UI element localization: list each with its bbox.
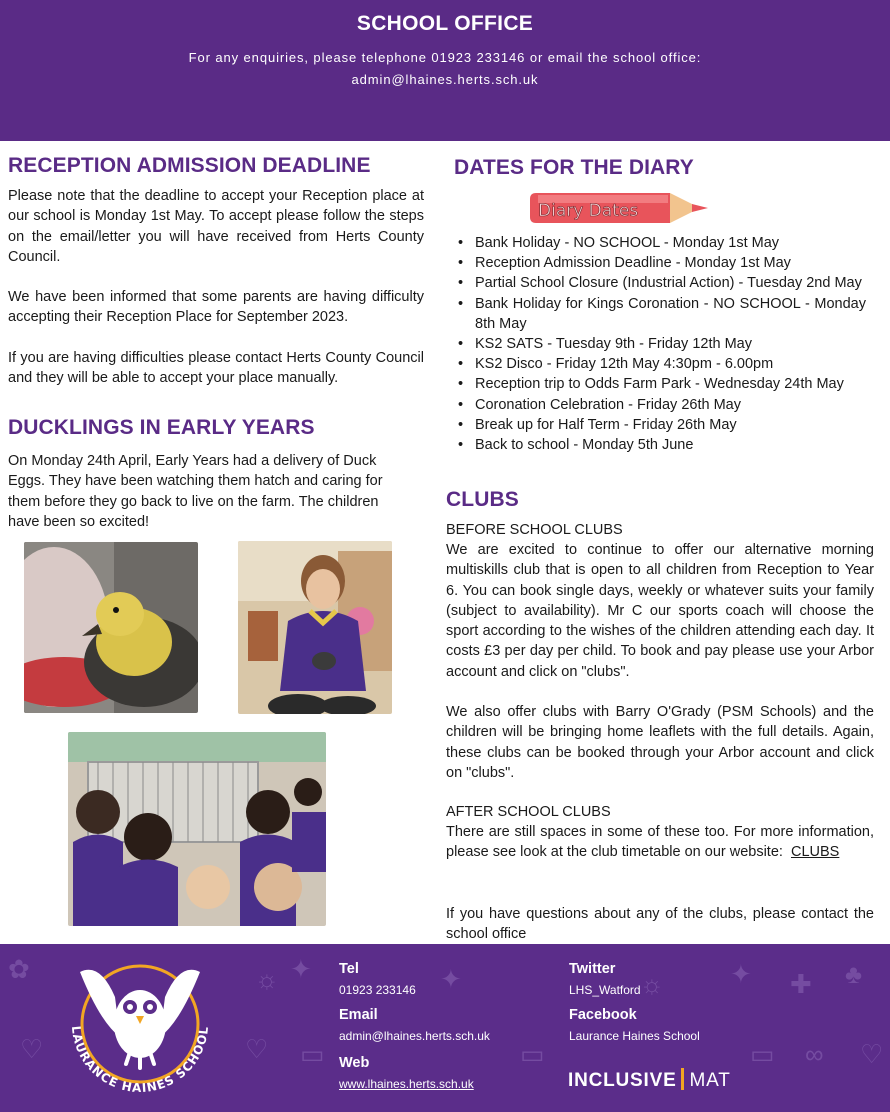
brand-divider [681,1068,684,1090]
tree-doodle-icon: ♣ [845,959,863,989]
book-doodle-icon: ▭ [750,1039,775,1069]
ducklings-heading: DUCKLINGS IN EARLY YEARS [8,416,315,439]
diary-dates-pencil-graphic [530,189,710,227]
heart-doodle-icon: ♡ [860,1039,884,1069]
ducklings-paragraph: On Monday 24th April, Early Years had a delivery of Duck Eggs. They have been watching them hatch and caring for them before they go back to live on the farm. The children have been so excited! [8,453,383,530]
clubs-link[interactable]: CLUBS [791,844,840,861]
school-logo [60,952,220,1102]
before-school-clubs-paragraph-2: We also offer clubs with Barry O'Grady (PSM Schools) and the children will be bringing home leaflets with the full details. Again, these clubs can be booked through your Arbor account and click on "clubs". [446,704,874,781]
heart-doodle-icon: ♡ [245,1034,269,1064]
before-school-clubs-paragraph-1: We are excited to continue to offer our alternative morning multiskills club that is open to all children from Reception to Year 6. You can book single days, weekly or whatever suits your family (subject to availability). Mr C our sports coach will choose the sport according to the wishes of the children attending each day. It costs £3 per day per child. To book and pay please use your Arbor account and click on "clubs". [446,542,874,680]
lightbulb-doodle-icon: ☼ [255,964,279,994]
reception-heading: RECEPTION ADMISSION DEADLINE [8,154,371,177]
bird-doodle-icon: ✦ [290,954,312,984]
facebook-label: Facebook [569,1007,637,1023]
list-item: • Back to school - Monday 5th June [456,435,866,455]
girl-with-duckling-photo [238,541,392,714]
lightbulb-doodle-icon: ☼ [640,969,664,999]
tel-value[interactable]: 01923 233146 [339,983,416,997]
owl-doodle-icon: ✿ [8,954,30,984]
list-item: • KS2 SATS - Tuesday 9th - Friday 12th May [456,334,866,354]
reception-paragraph-2: We have been informed that some parents are having difficulty accepting their Reception Place for September 2023. [8,289,424,326]
bird-doodle-icon: ✦ [730,959,752,989]
after-school-clubs-paragraph [446,822,874,863]
diary-heading: DATES FOR THE DIARY [454,156,694,179]
duckling-photo [24,542,198,713]
bird-doodle-icon: ✦ [440,964,462,994]
clubs-questions-paragraph: If you have questions about any of the clubs, please contact the school office [446,906,874,943]
list-item: • KS2 Disco - Friday 12th May 4:30pm - 6.00pm [456,354,866,374]
book-doodle-icon: ▭ [520,1039,545,1069]
reception-paragraph-3: If you are having difficulties please contact Herts County Council and they will be able to accept your place manually. [8,350,424,387]
brand-light-text: MAT [689,1070,731,1091]
web-label: Web [339,1055,370,1071]
children-at-incubator-photo [68,732,326,926]
email-label: Email [339,1007,378,1023]
after-school-clubs-text: There are still spaces in some of these too. For more information, please see look at the club timetable on our website: [446,824,874,861]
list-item: • Partial School Closure (Industrial Action) - Tuesday 2nd May [456,273,866,293]
list-item: • Bank Holiday - NO SCHOOL - Monday 1st May [456,233,866,253]
facebook-value[interactable]: Laurance Haines School [569,1029,700,1043]
banner-enquiries-text: For any enquiries, please telephone 01923 233146 or email the school office: [188,50,702,65]
list-item: • Reception Admission Deadline - Monday 1st May [456,253,866,273]
logo-school-name: LAURANCE HAINES SCHOOL [68,1025,212,1096]
diary-dates-list [456,233,866,455]
after-school-clubs-title: AFTER SCHOOL CLUBS [446,804,611,820]
reception-paragraph-1: Please note that the deadline to accept your Reception place at our school is Monday 1st May. To accept please follow the steps on the email/letter you will have received from Herts County Council. [8,188,424,265]
twitter-value[interactable]: LHS_Watford [569,983,641,997]
before-school-clubs-title: BEFORE SCHOOL CLUBS [446,522,623,538]
list-item: • Reception trip to Odds Farm Park - Wednesday 24th May [456,374,866,394]
tel-label: Tel [339,961,359,977]
list-item: • Coronation Celebration - Friday 26th May [456,395,866,415]
brand-bold-text: INCLUSIVE [568,1070,677,1091]
twitter-label: Twitter [569,961,616,977]
list-item: • Break up for Half Term - Friday 26th May [456,415,866,435]
web-link[interactable]: www.lhaines.herts.sch.uk [339,1077,474,1091]
book-doodle-icon: ▭ [300,1039,325,1069]
handshake-doodle-icon: ∞ [805,1039,824,1069]
clubs-heading: CLUBS [446,488,519,511]
cross-doodle-icon: ✚ [790,969,812,999]
email-value[interactable]: admin@lhaines.herts.sch.uk [339,1029,490,1043]
banner-title: SCHOOL OFFICE [356,12,534,35]
heart-doodle-icon: ♡ [20,1034,44,1064]
banner-email[interactable]: admin@lhaines.herts.sch.uk [351,72,539,87]
inclusive-mat-brand [568,1068,731,1092]
school-office-banner [0,0,890,141]
list-item: • Bank Holiday for Kings Coronation - NO SCHOOL - Monday 8th May [456,294,866,334]
pencil-label: Diary Dates [538,201,639,221]
